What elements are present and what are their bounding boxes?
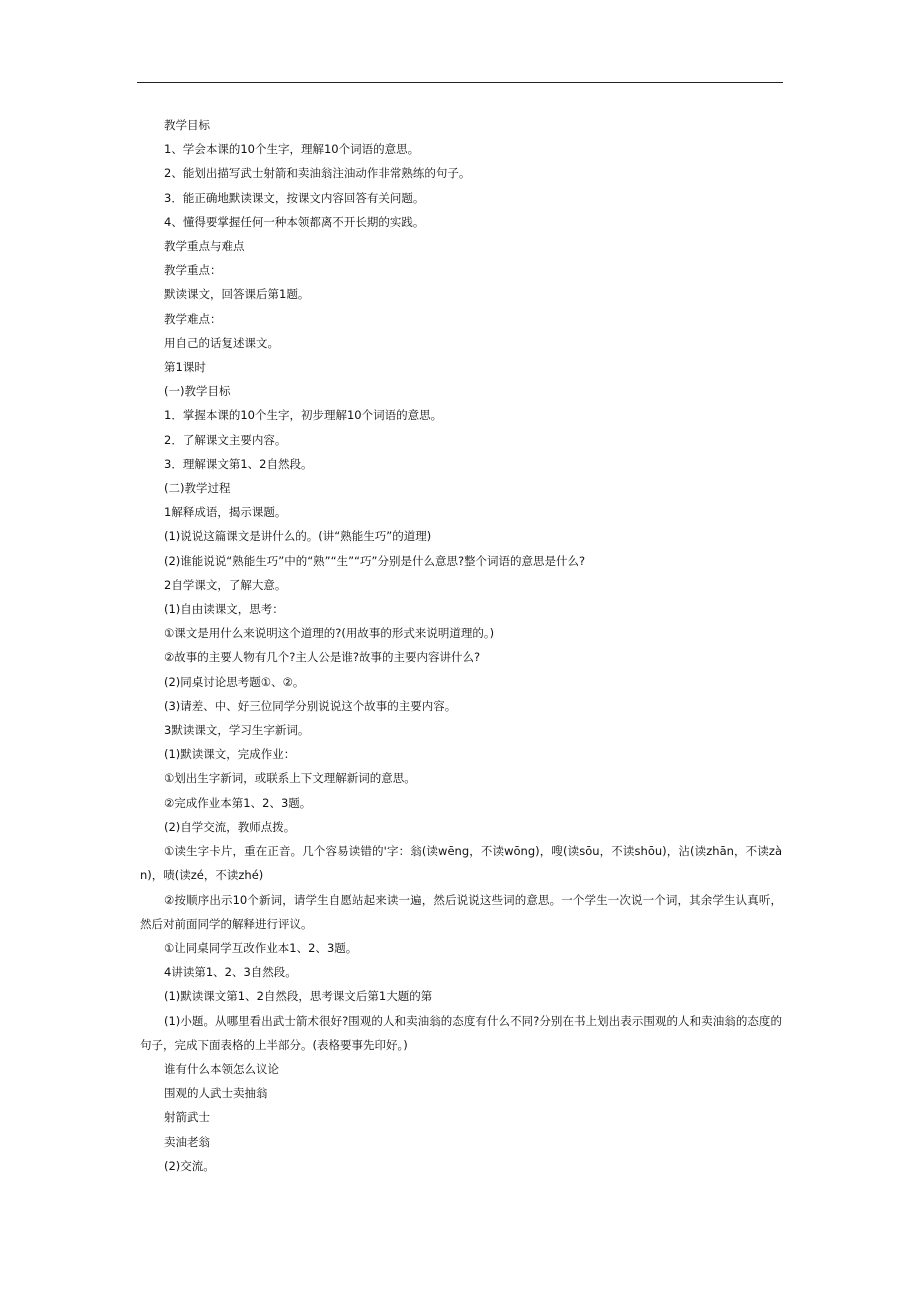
header-rule: [137, 82, 783, 83]
text-line: (1)默读课文第1、2自然段，思考课文后第1大题的第: [164, 989, 433, 1004]
text-line: ①让同桌同学互改作业本1、2、3题。: [164, 940, 358, 955]
lesson-plan-body: [140, 113, 782, 1178]
text-line: ①划出生字新词，或联系上下文理解新词的意思。: [164, 771, 416, 786]
goal-item: 4、懂得要掌握任何一种本领都离不开长期的实践。: [164, 214, 425, 229]
subheading-goals: (一)教学目标: [164, 384, 231, 399]
goal-item: 3．能正确地默读课文，按课文内容回答有关问题。: [164, 190, 425, 205]
text-paragraph: ②按顺序出示10个新词，请学生自愿站起来读一遍，然后说说这些词的意思。一个学生一次说一个词，其余学生认真听，然后对前面同学的解释进行评议。: [140, 892, 782, 931]
text-line: (2)自学交流，教师点拨。: [164, 819, 296, 834]
heading-teaching-goals: 教学目标: [164, 118, 210, 132]
subheading-key-point: 教学重点：: [164, 263, 222, 278]
heading-key-points: 教学重点与难点: [164, 239, 245, 254]
text-line: (3)请差、中、好三位同学分别说说这个故事的主要内容。: [164, 698, 457, 713]
goal-item: 1、学会本课的10个生字，理解10个词语的意思。: [164, 142, 420, 157]
text-line: 用自己的话复述课文。: [164, 335, 279, 350]
text-line: (1)说说这篇课文是讲什么的。(讲“熟能生巧”的道理): [164, 529, 432, 544]
heading-lesson-1: 第1课时: [164, 360, 206, 375]
subheading-difficulty: 教学难点：: [164, 311, 222, 326]
goal-item: 2．了解课文主要内容。: [164, 432, 287, 447]
text-line: (2)交流。: [164, 1158, 215, 1173]
text-line: ①课文是用什么来说明这个道理的?(用故事的形式来说明道理的。): [164, 626, 495, 641]
text-line: (2)谁能说说“熟能生巧”中的“熟”“生”“巧”分别是什么意思?整个词语的意思是什么?: [164, 553, 586, 568]
step-heading: 1解释成语，揭示课题。: [164, 505, 287, 520]
text-line: 默读课文，回答课后第1题。: [164, 287, 310, 302]
goal-item: 3．理解课文第1、2自然段。: [164, 456, 313, 471]
table-line: 谁有什么本领怎么议论: [164, 1061, 279, 1076]
step-heading: 3默读课文，学习生字新词。: [164, 723, 310, 738]
step-heading: 4讲读第1、2、3自然段。: [164, 965, 297, 980]
text-line: ②故事的主要人物有几个?主人公是谁?故事的主要内容讲什么?: [164, 650, 481, 665]
table-line: 卖油老翁: [164, 1134, 210, 1149]
text-line: (1)自由读课文，思考：: [164, 602, 284, 617]
text-line: (2)同桌讨论思考题①、②。: [164, 674, 305, 689]
text-line: ②完成作业本第1、2、3题。: [164, 795, 312, 810]
goal-item: 1．掌握本课的10个生字，初步理解10个词语的意思。: [164, 408, 443, 423]
table-line: 射箭武士: [164, 1110, 210, 1125]
goal-item: 2、能划出描写武士射箭和卖油翁注油动作非常熟练的句子。: [164, 166, 471, 181]
text-paragraph: (1)小题。从哪里看出武士箭术很好?围观的人和卖油翁的态度有什么不同?分别在书上划出表示围观的人和卖油翁的态度的句子，完成下面表格的上半部分。(表格要事先印好。): [140, 1013, 782, 1052]
text-line: (1)默读课文，完成作业：: [164, 747, 296, 762]
table-line: 围观的人武士卖抽翁: [164, 1086, 268, 1101]
subheading-process: (二)教学过程: [164, 481, 231, 496]
text-paragraph: ①读生字卡片，重在正音。几个容易读错的'字：翁(读wēng，不读wōng)，嗖(读sōu，不读shōu)，沾(读zhān，不读zàn)，啧(读zé，不读zhé): [140, 844, 782, 883]
step-heading: 2自学课文，了解大意。: [164, 577, 287, 592]
